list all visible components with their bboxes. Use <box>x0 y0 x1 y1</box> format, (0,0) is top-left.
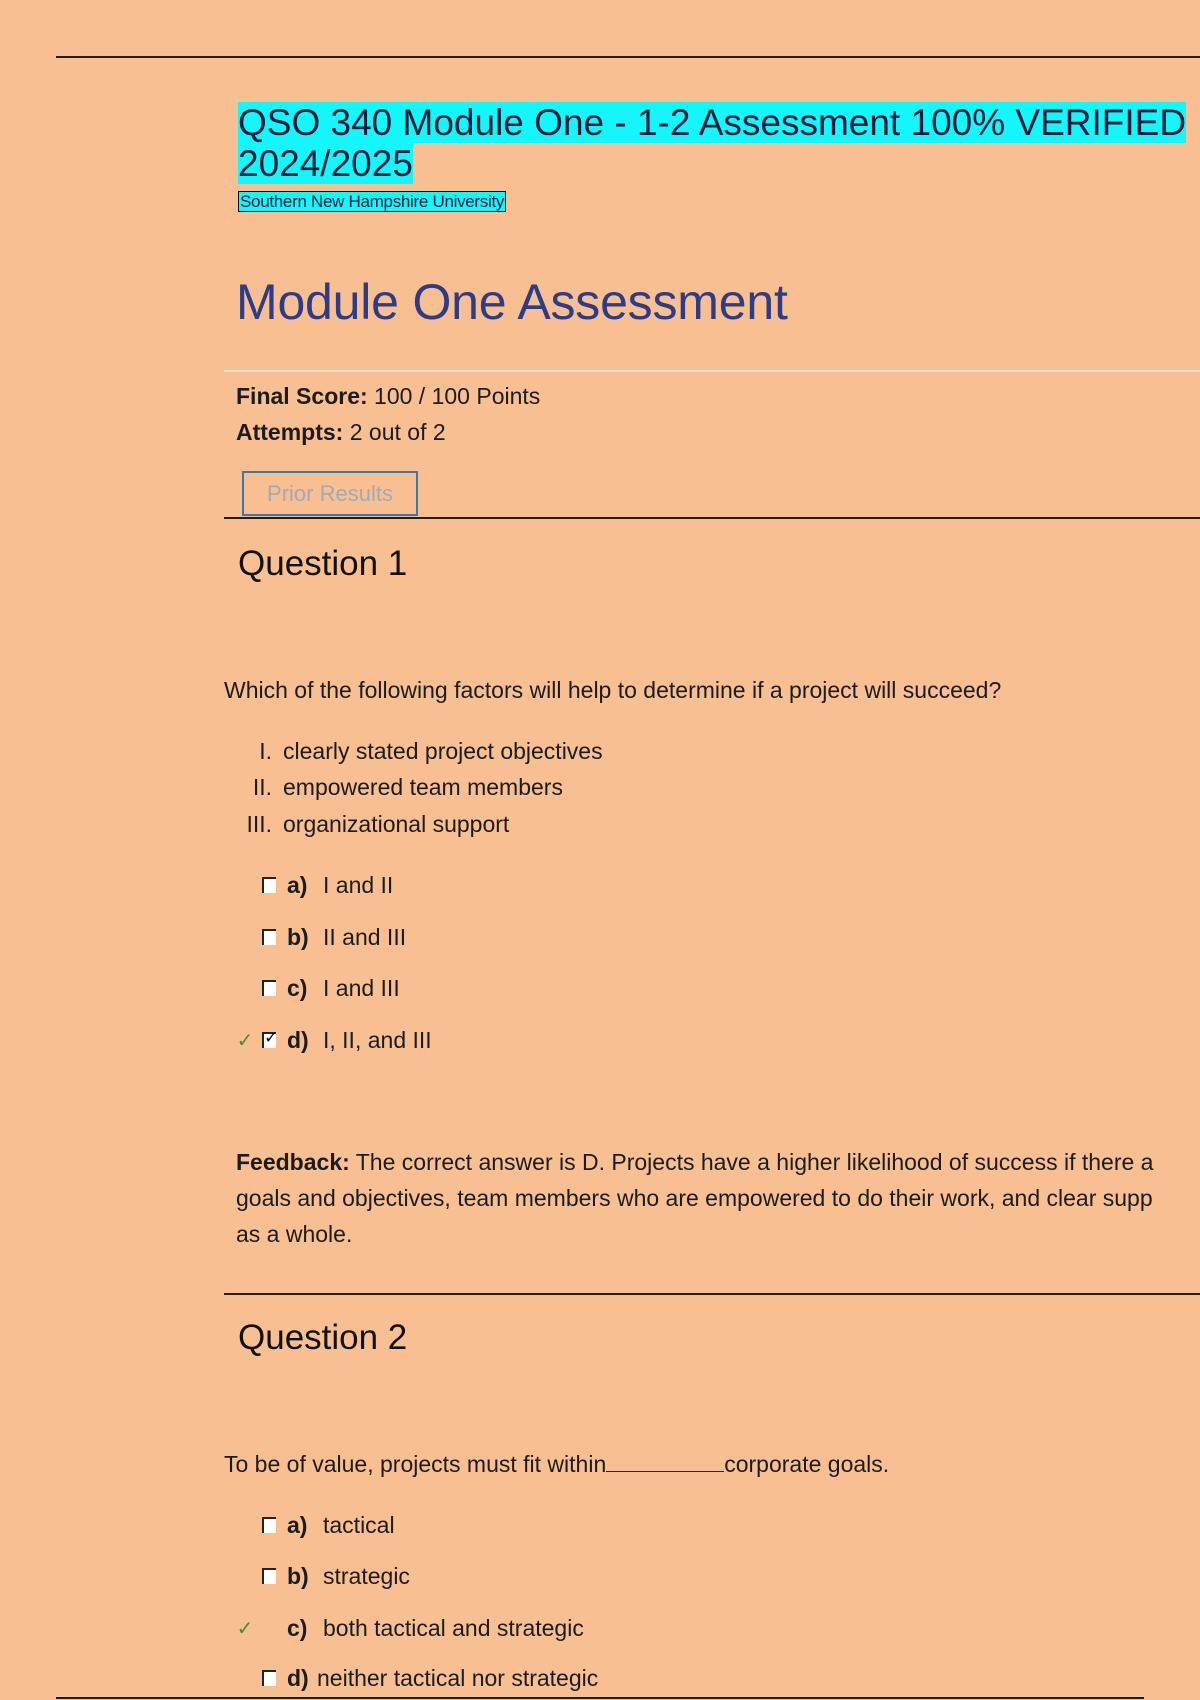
document-title: QSO 340 Module One - 1-2 Assessment 100% VERIFIED 2024/2025 <box>238 102 1187 184</box>
feedback-label: Feedback: <box>236 1149 350 1175</box>
top-divider <box>56 56 1200 58</box>
final-score <box>236 382 540 410</box>
option-letter: d) <box>287 1027 309 1053</box>
option-text: strategic <box>323 1563 410 1589</box>
roman-numeral: II. <box>252 774 272 800</box>
option-text: neither tactical nor strategic <box>317 1665 599 1691</box>
option-text: II and III <box>323 924 407 950</box>
correct-check-icon: ✓ <box>236 1030 254 1052</box>
feedback-text: The correct answer is D. Projects have a higher likelihood of success if there a <box>355 1149 1154 1175</box>
checkbox-icon[interactable] <box>262 1568 276 1584</box>
option-text: I, II, and III <box>323 1027 432 1053</box>
option-letter: b) <box>287 924 309 950</box>
option-letter: a) <box>287 872 308 898</box>
question-2-text-end: corporate goals. <box>724 1451 890 1477</box>
question-2-text-start: To be of value, projects must fit within <box>224 1451 607 1477</box>
answer-blank <box>606 1451 724 1472</box>
question-divider <box>224 1293 1200 1295</box>
question-divider <box>224 517 1200 519</box>
checkbox-icon[interactable] <box>262 1670 276 1686</box>
option-letter: c) <box>287 975 308 1001</box>
feedback-line: as a whole. <box>236 1221 353 1247</box>
attempts-value: 2 out of 2 <box>349 419 446 445</box>
checkbox-checked-icon[interactable] <box>262 1028 279 1048</box>
checkbox-icon[interactable] <box>262 877 276 893</box>
prior-results-button[interactable]: Prior Results <box>242 471 418 516</box>
question-1-heading: Question 1 <box>238 544 408 583</box>
school-name: Southern New Hampshire University <box>240 192 505 211</box>
option-letter: d) <box>287 1665 309 1691</box>
roman-item-text: empowered team members <box>283 774 563 800</box>
feedback-block <box>236 1144 1200 1252</box>
option-text: I and II <box>323 872 394 898</box>
title-divider <box>224 370 1200 372</box>
feedback-line <box>236 1144 1200 1180</box>
question-2-text <box>224 1450 889 1478</box>
final-score-value: 100 / 100 Points <box>374 383 541 409</box>
document-title-block <box>238 102 1200 184</box>
checkbox-icon[interactable] <box>262 1517 276 1533</box>
question-1-text: Which of the following factors will help to determine if a project will succeed? <box>224 677 1002 703</box>
option-letter: a) <box>287 1512 308 1538</box>
checkbox-icon[interactable] <box>262 929 276 945</box>
option-letter: c) <box>287 1615 308 1641</box>
roman-item <box>230 737 603 765</box>
checkbox-icon[interactable] <box>262 980 276 996</box>
attempts-label: Attempts: <box>236 419 344 445</box>
checkbox-tick-icon: ✓ <box>264 1028 279 1047</box>
roman-item <box>230 773 563 801</box>
option-text: I and III <box>323 975 400 1001</box>
option-letter: b) <box>287 1563 309 1589</box>
roman-numeral: III. <box>246 811 272 837</box>
option-text: both tactical and strategic <box>323 1615 584 1641</box>
bottom-divider <box>56 1697 1144 1699</box>
roman-item-text: clearly stated project objectives <box>283 738 603 764</box>
final-score-label: Final Score: <box>236 383 368 409</box>
roman-item-text: organizational support <box>283 811 510 837</box>
roman-item <box>230 810 509 838</box>
question-2-heading: Question 2 <box>238 1318 408 1357</box>
option-text: tactical <box>323 1512 395 1538</box>
page-title: Module One Assessment <box>236 274 788 330</box>
roman-numeral: I. <box>259 738 272 764</box>
correct-check-icon: ✓ <box>236 1618 254 1640</box>
feedback-line: goals and objectives, team members who are empowered to do their work, and clear supp <box>236 1185 1153 1211</box>
attempts <box>236 418 446 446</box>
